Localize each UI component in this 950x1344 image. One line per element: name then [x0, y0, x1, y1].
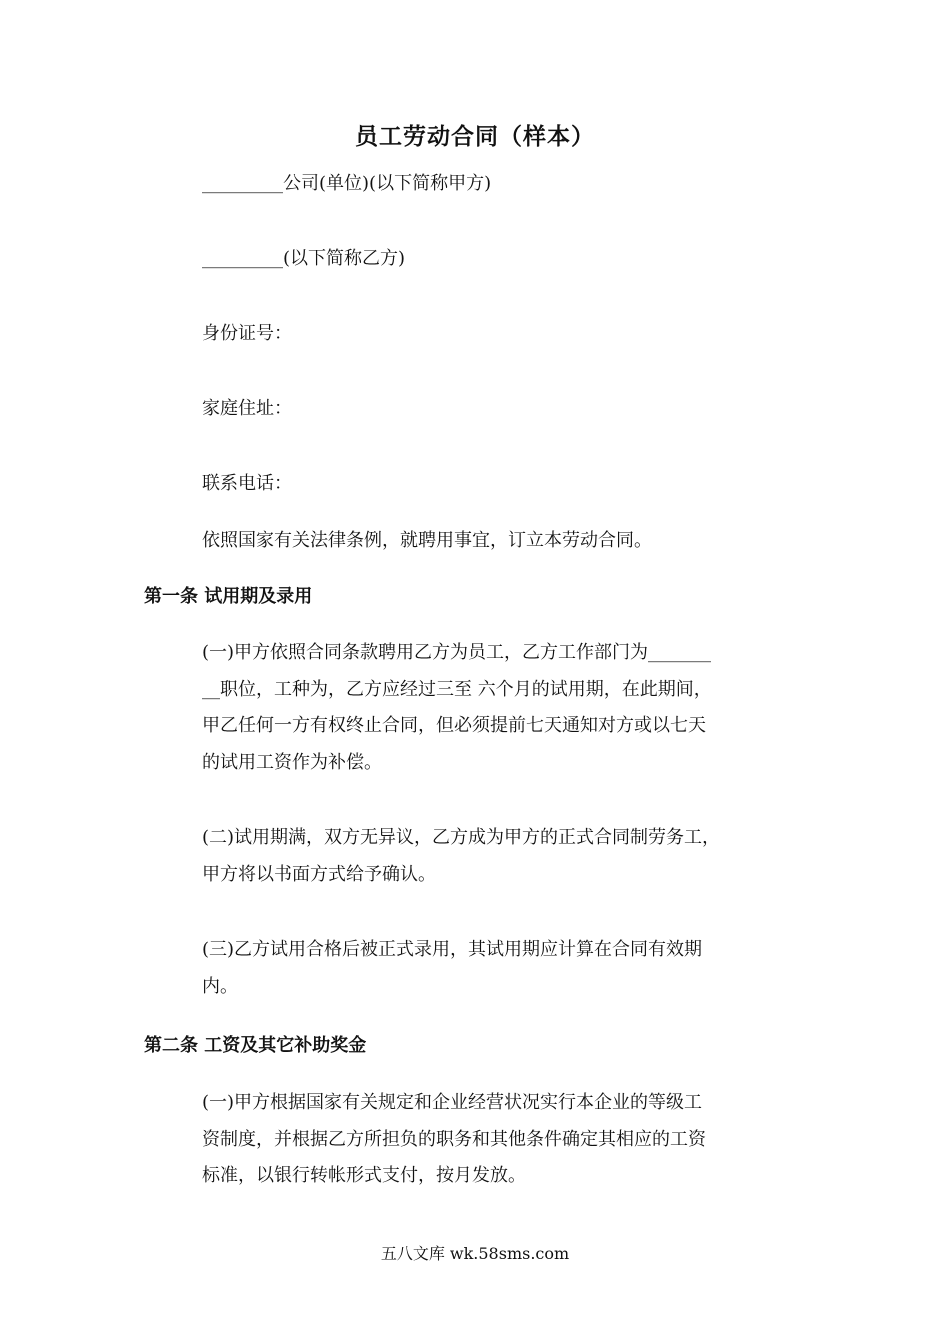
article-2-clause-1 [202, 1085, 750, 1195]
article-1-clause-1 [202, 635, 750, 781]
clause-line: (二)试用期满，双方无异议，乙方成为甲方的正式合同制劳务工， [202, 827, 721, 848]
party-b-line: _________(以下简称乙方) [202, 248, 406, 269]
intro-text: 依照国家有关法律条例，就聘用事宜，订立本劳动合同。 [202, 530, 652, 551]
clause-line: __职位，工种为，乙方应经过三至 六个月的试用期，在此期间， [202, 678, 712, 700]
clause-line: 内。 [202, 975, 238, 997]
address-label: 家庭住址： [202, 398, 292, 419]
clause-line: (一)甲方根据国家有关规定和企业经营状况实行本企业的等级工 [202, 1092, 703, 1113]
clause-line: 资制度，并根据乙方所担负的职务和其他条件确定其相应的工资 [202, 1128, 706, 1150]
clause-line: 标准，以银行转帐形式支付，按月发放。 [202, 1165, 526, 1186]
id-number-label: 身份证号： [202, 323, 292, 344]
phone-label: 联系电话： [202, 473, 292, 494]
article-1-clause-3 [202, 932, 750, 1005]
clause-line: (一)甲方依照合同条款聘用乙方为员工，乙方工作部门为_______ [202, 642, 712, 663]
clause-line: (三)乙方试用合格后被正式录用，其试用期应计算在合同有效期 [202, 939, 703, 960]
clause-line: 甲方将以书面方式给予确认。 [202, 863, 436, 885]
article-1-heading: 第一条 试用期及录用 [144, 586, 313, 607]
page-footer: 五八文库 wk.58sms.com [380, 1244, 570, 1263]
article-1-clause-2 [202, 820, 750, 893]
article-2-heading: 第二条 工资及其它补助奖金 [144, 1035, 367, 1056]
party-a-line: _________公司(单位)(以下简称甲方) [202, 173, 492, 194]
clause-line: 的试用工资作为补偿。 [202, 751, 382, 773]
document-title: 员工劳动合同（样本） [355, 123, 595, 150]
clause-line: 甲乙任何一方有权终止合同，但必须提前七天通知对方或以七天 [202, 715, 706, 736]
